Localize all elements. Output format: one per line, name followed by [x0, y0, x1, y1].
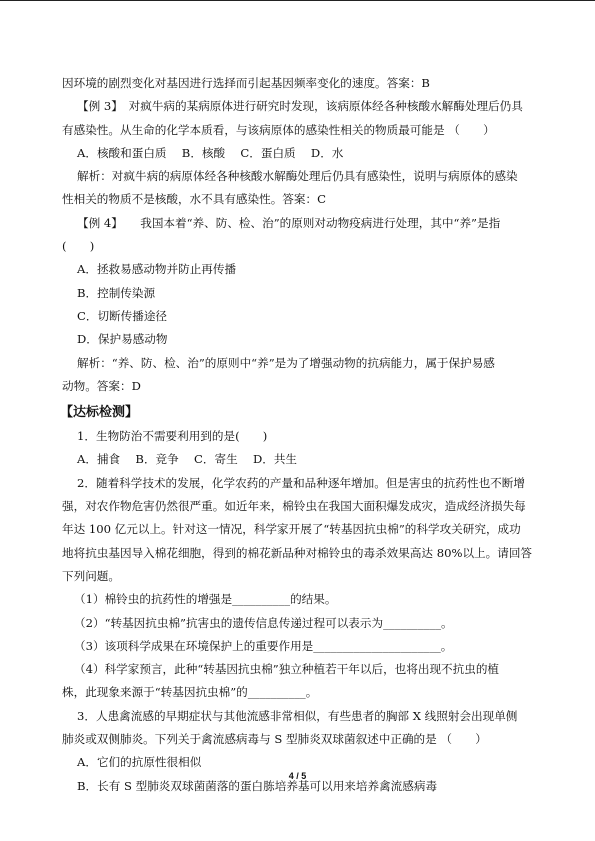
text-line: 肺炎或双侧肺炎。下列关于禽流感病毒与 S 型肺炎双球菌叙述中正确的是 （ ）	[62, 732, 487, 747]
text-line: （1）棉铃虫的抗药性的增强是__________的结果。	[74, 592, 337, 607]
text-line: A．核酸和蛋白质 B．核酸 C．蛋白质 D．水	[77, 145, 344, 160]
text-line: 年达 100 亿元以上。针对这一情况，科学家开展了“转基因抗虫棉”的科学攻关研究，成功	[62, 522, 521, 537]
text-line: B．长有 S 型肺炎双球菌菌落的蛋白胨培养基可以用来培养禽流感病毒	[77, 778, 438, 793]
text-line: 2．随着科学技术的发展，化学农药的产量和品种逐年增加。但是害虫的抗药性也不断增	[77, 475, 525, 490]
text-line: 下列问题。	[62, 568, 120, 583]
text-line: （4）科学家预言，此种“转基因抗虫棉”独立种植若干年以后，也将出现不抗虫的植	[74, 662, 500, 677]
text-line: A．它们的抗原性很相似	[77, 755, 202, 770]
text-line: B．控制传染源	[77, 285, 156, 300]
text-line: 强，对农作物危害仍然很严重。如近年来，棉铃虫在我国大面积爆发成灾，造成经济损失每	[62, 499, 526, 514]
text-line: 有感染性。从生命的化学本质看，与该病原体的感染性相关的物质最可能是 （ ）	[62, 122, 495, 137]
text-line: 地将抗虫基因导入棉花细胞，得到的棉花新品种对棉铃虫的毒杀效果高达 80%以上。请回答	[62, 545, 533, 560]
text-line: A．拯救易感动物并防止再传播	[77, 262, 237, 277]
page-number: 4 / 5	[288, 771, 307, 781]
section-heading: 【达标检测】	[60, 405, 139, 421]
text-line: 性相关的物质不是核酸，水不具有感染性。答案：C	[62, 192, 326, 207]
text-line: 3．人患禽流感的早期症状与其他流感非常相似，有些患者的胸部 X 线照射会出现单侧	[77, 708, 518, 723]
text-line: C．切断传播途径	[77, 308, 168, 323]
text-line: 因环境的剧烈变化对基因进行选择而引起基因频率变化的速度。答案：B	[62, 76, 430, 90]
text-line: 1．生物防治不需要利用到的是( )	[77, 429, 268, 444]
document-body	[62, 72, 542, 798]
text-line: 解析：“养、防、检、治”的原则中“养”是为了增强动物的抗病能力，属于保护易感	[77, 355, 495, 370]
text-line: A．捕食 B．竞争 C．寄生 D．共生	[77, 452, 298, 467]
text-line: （2）“转基因抗虫棉”抗害虫的遗传信息传递过程可以表示为__________。	[74, 615, 453, 630]
text-line: D．保护易感动物	[77, 332, 168, 347]
text-line: 株，此现象来源于“转基因抗虫棉”的__________。	[62, 685, 318, 700]
text-line: 【例 4】 我国本着“养、防、检、治”的原则对动物疫病进行处理，其中“养”是指	[77, 215, 501, 230]
text-line: （3）该项科学成果在环境保护上的重要作用是______________________。	[74, 638, 453, 653]
text-line: 动物。答案：D	[62, 378, 141, 393]
text-line: 【例 3】 对疯牛病的某病原体进行研究时发现，该病原体经各种核酸水解酶处理后仍具	[77, 99, 523, 114]
header-rule	[0, 0, 595, 1]
text-line: 解析：对疯牛病的病原体经各种核酸水解酶处理后仍具有感染性，说明与病原体的感染	[77, 169, 518, 184]
text-line: ( )	[62, 239, 95, 254]
